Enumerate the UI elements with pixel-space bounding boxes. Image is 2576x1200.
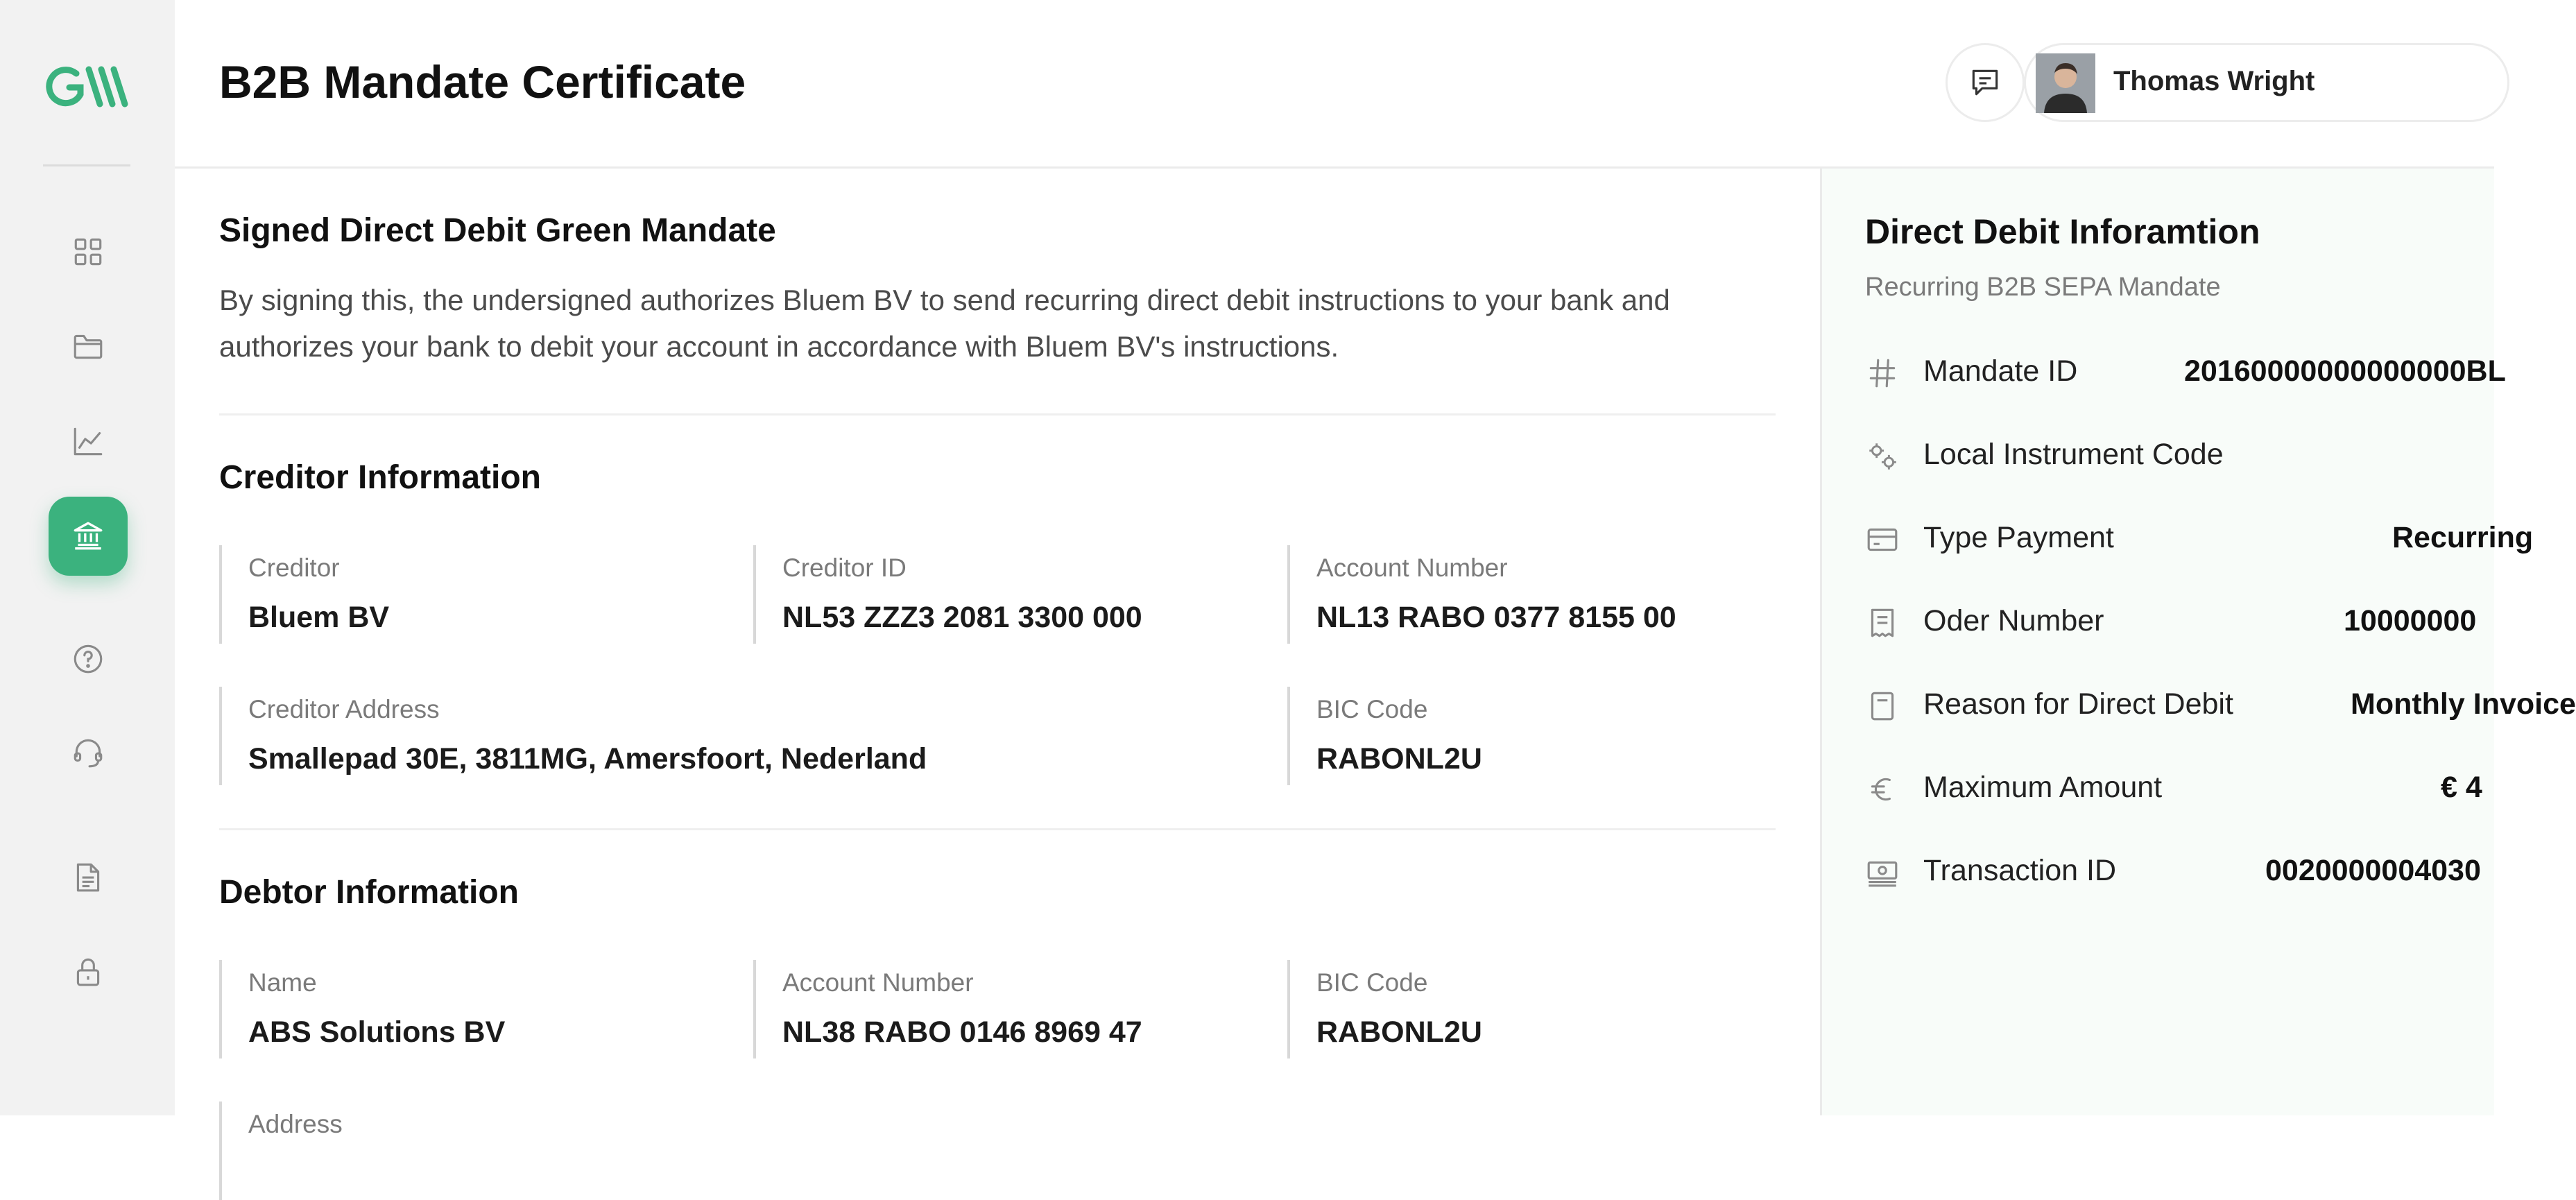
euro-icon	[1865, 772, 1900, 807]
lock-icon	[71, 954, 105, 989]
note-icon	[1865, 689, 1900, 723]
debtor-account-field	[753, 960, 1287, 1058]
info-label: Maximum Amount	[1923, 771, 2163, 804]
help-icon	[71, 642, 105, 676]
info-value: € 4	[2441, 771, 2482, 804]
creditor-field	[219, 545, 753, 644]
creditor-id-field	[753, 545, 1287, 644]
debtor-bic-field	[1287, 960, 1773, 1058]
info-label: Mandate ID	[1923, 354, 2078, 388]
field-value: NL38 RABO 0146 8969 47	[782, 1015, 1142, 1049]
direct-debit-title: Direct Debit Inforamtion	[1865, 212, 2260, 251]
info-row-transaction-id	[1865, 848, 2559, 904]
info-row-order-number	[1865, 599, 2559, 654]
sidebar-item-security[interactable]	[49, 932, 128, 1011]
field-label: Account Number	[1316, 554, 1508, 582]
info-label: Local Instrument Code	[1923, 438, 2224, 471]
info-row-type-payment	[1865, 515, 2559, 571]
info-value: 20160000000000000BL	[2184, 354, 2506, 388]
field-value: Smallepad 30E, 3811MG, Amersfoort, Nederland	[248, 742, 927, 775]
info-label: Oder Number	[1923, 604, 2104, 637]
banknote-icon	[1865, 855, 1900, 890]
sidebar-item-analytics[interactable]	[49, 402, 128, 481]
document-icon	[71, 860, 105, 895]
messages-button[interactable]	[1946, 43, 2025, 122]
sidebar-divider	[43, 164, 130, 166]
info-value: 10000000	[2344, 604, 2477, 637]
chart-icon	[71, 425, 105, 459]
divider	[219, 413, 1776, 415]
debtor-address-field	[219, 1102, 1287, 1200]
mandate-description: By signing this, the undersigned authorizes Bluem BV to send recurring direct debit instructions to your bank and authorizes your bank to debit your account in accordance with Bluem BV's instructions.	[219, 284, 1670, 363]
sidebar-item-dashboard[interactable]	[49, 212, 128, 291]
field-label: Address	[248, 1110, 343, 1138]
hash-icon	[1865, 356, 1900, 391]
card-icon	[1865, 522, 1900, 557]
creditor-section-title: Creditor Information	[219, 459, 541, 496]
field-label: Creditor ID	[782, 554, 907, 582]
field-label: Account Number	[782, 968, 974, 997]
avatar	[2036, 53, 2095, 113]
main-content	[175, 169, 1820, 1138]
creditor-address-field	[219, 687, 1287, 785]
mandate-title: Signed Direct Debit Green Mandate	[219, 212, 776, 249]
brand-logo[interactable]	[46, 64, 129, 110]
field-label: Creditor	[248, 554, 340, 582]
sidebar-item-support[interactable]	[49, 714, 128, 793]
info-row-maximum-amount	[1865, 765, 2559, 821]
info-label: Reason for Direct Debit	[1923, 687, 2233, 721]
debtor-name-field	[219, 960, 753, 1058]
creditor-bic-field	[1287, 687, 1773, 785]
debtor-section-title: Debtor Information	[219, 874, 519, 911]
user-name: Thomas Wright	[2113, 66, 2315, 96]
direct-debit-subtitle: Recurring B2B SEPA Mandate	[1865, 273, 2221, 302]
field-label: Creditor Address	[248, 695, 440, 723]
sidebar-item-files[interactable]	[49, 307, 128, 386]
field-value: RABONL2U	[1316, 742, 1482, 775]
folder-icon	[71, 329, 105, 364]
sidebar-item-documents[interactable]	[49, 838, 128, 917]
bank-icon	[71, 519, 105, 554]
info-value: Monthly Invoice	[2351, 687, 2576, 721]
receipt-icon	[1865, 606, 1900, 640]
info-value: Recurring	[2392, 521, 2534, 554]
divider	[219, 828, 1776, 830]
info-row-local-instrument	[1865, 432, 2559, 488]
info-label: Transaction ID	[1923, 854, 2117, 887]
page-title: B2B Mandate Certificate	[219, 56, 746, 108]
headset-icon	[71, 736, 105, 771]
field-value: NL13 RABO 0377 8155 00	[1316, 601, 1676, 634]
sidebar	[0, 0, 175, 1115]
field-value: RABONL2U	[1316, 1015, 1482, 1049]
field-label: BIC Code	[1316, 968, 1428, 997]
grid-icon	[71, 234, 105, 269]
info-label: Type Payment	[1923, 521, 2114, 554]
creditor-account-field	[1287, 545, 1773, 644]
user-menu[interactable]	[2024, 43, 2509, 122]
sidebar-item-bank[interactable]	[49, 497, 128, 576]
field-label: BIC Code	[1316, 695, 1428, 723]
field-value: NL53 ZZZ3 2081 3300 000	[782, 601, 1142, 634]
field-value: ABS Solutions BV	[248, 1015, 506, 1049]
info-row-mandate-id	[1865, 349, 2559, 404]
gears-icon	[1865, 439, 1900, 474]
info-value: 0020000004030	[2265, 854, 2481, 887]
message-icon	[1968, 65, 2002, 100]
direct-debit-panel	[1820, 169, 2576, 1115]
field-value: Bluem BV	[248, 601, 390, 634]
sidebar-item-help[interactable]	[49, 619, 128, 698]
field-label: Name	[248, 968, 317, 997]
info-row-reason	[1865, 682, 2576, 737]
